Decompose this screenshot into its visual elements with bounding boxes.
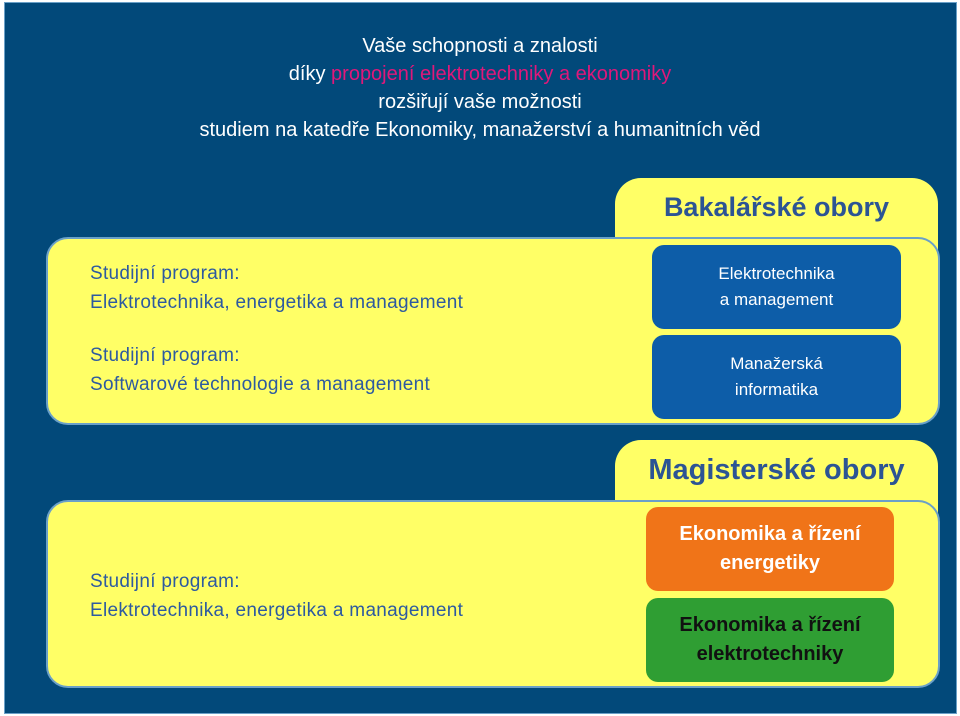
intro-line-3: rozšiřují vaše možnosti — [378, 91, 582, 113]
program-label: Studijní program: — [90, 345, 240, 366]
intro-line-1: Vaše schopnosti a znalosti — [362, 35, 598, 57]
intro-line-4: studiem na katedře Ekonomiky, manažerství a humanitních věd — [199, 119, 761, 141]
field-line-1: Manažerská — [730, 354, 823, 373]
field-line-2: informatika — [734, 380, 819, 399]
program-label: Studijní program: — [90, 263, 240, 284]
intro-highlight: propojení elektrotechniky a ekonomiky — [331, 63, 672, 85]
field-line-1: Elektrotechnika — [718, 264, 835, 283]
field-line-2: elektrotechniky — [696, 643, 844, 665]
field-ekonomika-a-rizeni-energetiky[interactable] — [646, 507, 894, 591]
bachelor-title: Bakalářské obory — [663, 192, 890, 222]
field-ekonomika-a-rizeni-elektrotechniky[interactable] — [646, 598, 894, 682]
intro-line-2-prefix: díky — [288, 63, 332, 85]
program-name: Elektrotechnika, energetika a management — [90, 292, 464, 313]
program-label: Studijní program: — [90, 571, 240, 592]
intro-line-2 — [0, 63, 960, 86]
master-program — [90, 567, 463, 625]
field-line-2: energetiky — [719, 552, 821, 574]
master-title: Magisterské obory — [648, 454, 905, 486]
field-line-1: Ekonomika a řízení — [679, 523, 861, 545]
bachelor-program-2 — [90, 341, 430, 399]
program-name: Elektrotechnika, energetika a management — [90, 600, 464, 621]
field-manazerska-informatika[interactable] — [652, 335, 901, 419]
field-line-1: Ekonomika a řízení — [679, 614, 861, 636]
program-name: Softwarové technologie a management — [90, 374, 431, 395]
field-line-2: a management — [719, 290, 834, 309]
field-elektrotechnika-a-management[interactable] — [652, 245, 901, 329]
bachelor-program-1 — [90, 259, 463, 317]
